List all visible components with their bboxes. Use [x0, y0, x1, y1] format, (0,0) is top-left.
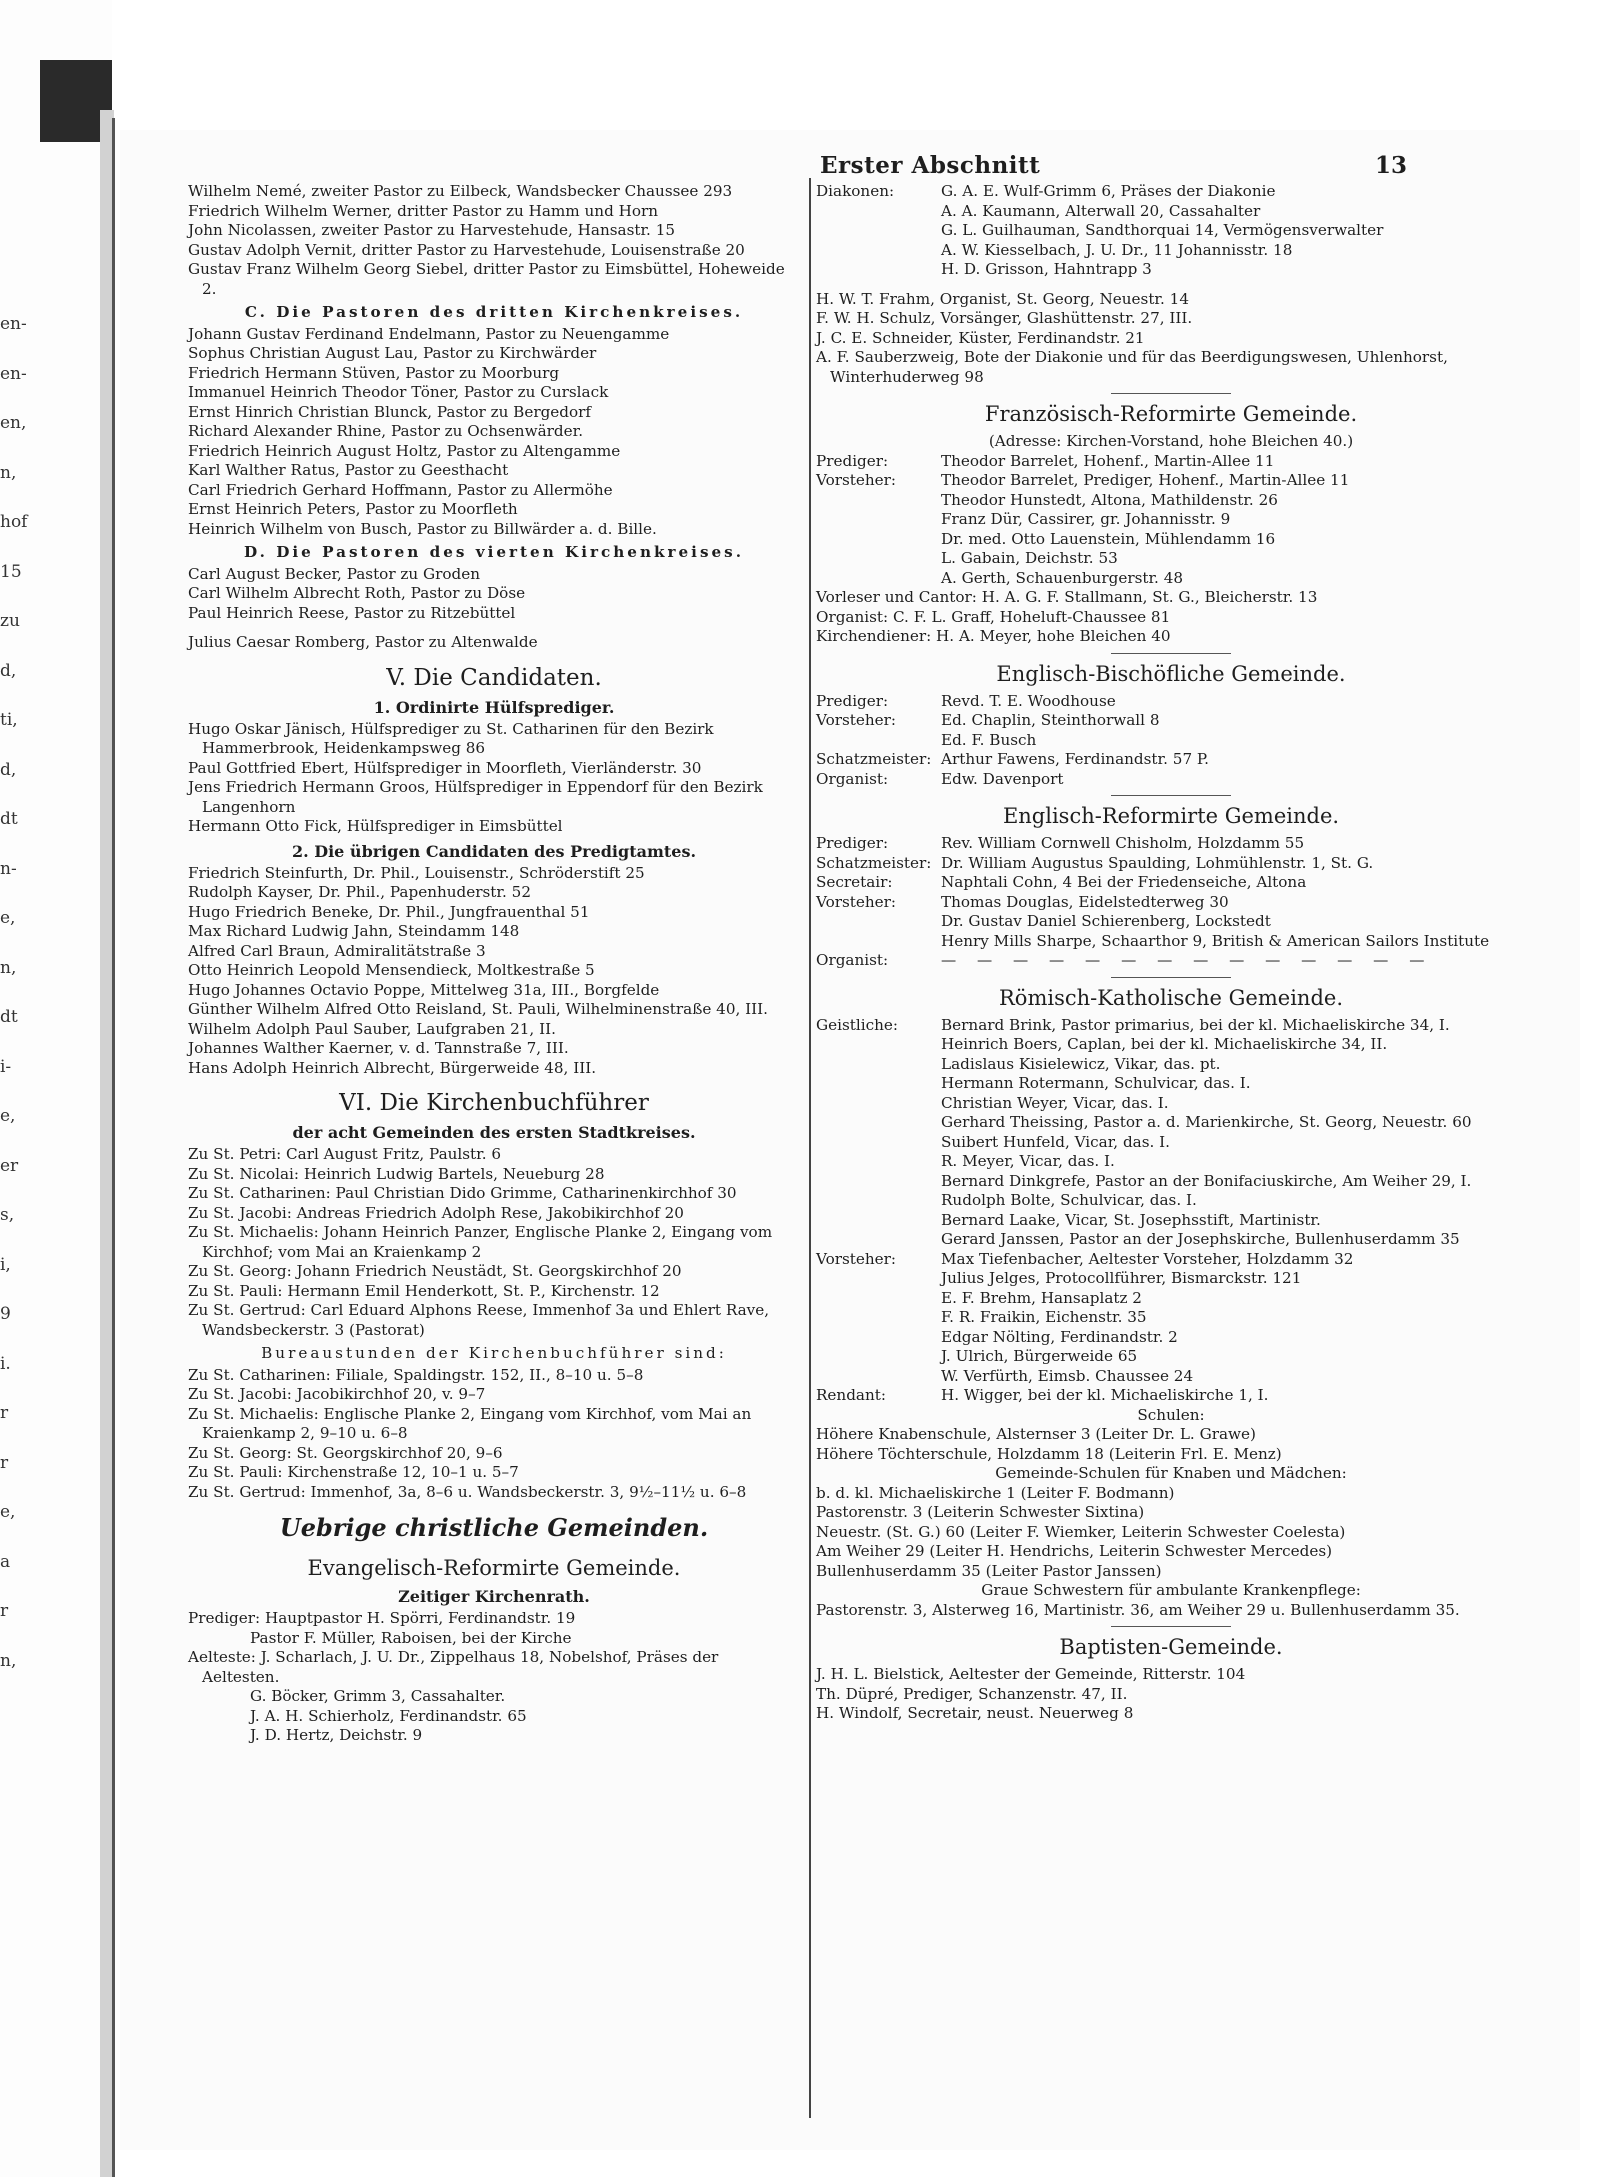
entry: Friedrich Steinfurth, Dr. Phil., Louisenstr., Schröderstift 25: [188, 863, 645, 882]
section-heading: 2. Die übrigen Candidaten des Predigtamtes.: [291, 841, 697, 861]
entry-value: H. Wigger, bei der kl. Michaeliskirche 1, I.: [941, 1386, 1269, 1404]
edge-fragment: 9: [0, 1304, 11, 1324]
entry-row: [816, 260, 1526, 280]
edge-fragment: ti,: [0, 710, 18, 730]
entry: Zu St. Catharinen: Filiale, Spaldingstr. 152, II., 8–10 u. 5–8: [188, 1365, 644, 1384]
gutter-line: [112, 118, 115, 2177]
edge-fragment: d,: [0, 759, 17, 780]
entry-value: Bernard Dinkgrefe, Pastor an der Bonifaciuskirche, Am Weiher 29, I.: [941, 1171, 1472, 1190]
entry-value: R. Meyer, Vicar, das. I.: [941, 1152, 1115, 1170]
entry-label: Vorsteher:: [816, 1249, 897, 1268]
entry: Max Richard Ludwig Jahn, Steindamm 148: [188, 922, 520, 940]
entry-label: [816, 1055, 941, 1075]
entry-value: Edgar Nölting, Ferdinandstr. 2: [941, 1327, 1178, 1346]
entry-label: Prediger:: [816, 834, 889, 852]
entry-value: — — — — — — — — — — — — — —: [941, 951, 1433, 969]
entry-value: Thomas Douglas, Eidelstedterweg 30: [941, 892, 1229, 911]
entry: Zu St. Nicolai: Heinrich Ludwig Bartels, Neueburg 28: [188, 1164, 605, 1183]
entry-row: [816, 1347, 1526, 1367]
entry: b. d. kl. Michaeliskirche 1 (Leiter F. Bodmann): [816, 1483, 1175, 1502]
edge-fragment: en-: [0, 363, 27, 384]
edge-fragment: 15: [0, 561, 22, 582]
entry-value: Theodor Barrelet, Prediger, Hohenf., Martin-Allee 11: [941, 471, 1350, 489]
entry: Friedrich Heinrich August Holtz, Pastor zu Altengamme: [188, 441, 621, 460]
entry: Gustav Adolph Vernit, dritter Pastor zu Harvestehude, Louisenstraße 20: [188, 240, 745, 259]
edge-fragment: e,: [0, 1106, 16, 1126]
section-heading: D. Die Pastoren des vierten Kirchenkreises.: [244, 543, 744, 561]
spacer: [188, 623, 800, 633]
entry-row: [816, 530, 1526, 550]
entry-value: Ed. F. Busch: [941, 730, 1037, 749]
entry-row: [816, 1016, 1526, 1036]
entry-value: Dr. William Augustus Spaulding, Lohmühlenstr. 1, St. G.: [941, 853, 1374, 872]
section-heading: Uebrige christliche Gemeinden.: [279, 1513, 709, 1542]
entry: Jens Friedrich Hermann Groos, Hülfsprediger in Eppendorf für den Bezirk Langenhorn: [188, 778, 763, 816]
entry-value: Naphtali Cohn, 4 Bei der Friedenseiche, Altona: [941, 873, 1307, 891]
entry: Zu St. Gertrud: Carl Eduard Alphons Reese, Immenhof 3a und Ehlert Rave, Wandsbeckerstr. 3 (Pastorat): [188, 1301, 770, 1339]
entry-row: [816, 452, 1526, 472]
entry-row: [816, 1074, 1526, 1094]
entry-label: [816, 510, 941, 530]
entry-row: [816, 1308, 1526, 1328]
entry-row: [816, 241, 1526, 261]
edge-fragment: e,: [0, 1502, 16, 1522]
entry-label: [816, 569, 941, 589]
section-heading: der acht Gemeinden des ersten Stadtkreises.: [292, 1123, 696, 1142]
entry-label: Diakonen:: [816, 182, 895, 200]
entry-row: [816, 569, 1526, 589]
entry-label: [816, 1094, 941, 1114]
entry: H. Windolf, Secretair, neust. Neuerweg 8: [816, 1704, 1134, 1722]
entry-row: [816, 221, 1526, 241]
entry: Zu St. Gertrud: Immenhof, 3a, 8–6 u. Wandsbeckerstr. 3, 9½–11½ u. 6–8: [188, 1482, 747, 1501]
entry: Otto Heinrich Leopold Mensendieck, Moltkestraße 5: [188, 961, 595, 979]
entry-value: A. A. Kaumann, Alterwall 20, Cassahalter: [941, 201, 1261, 220]
entry: Hermann Otto Fick, Hülfsprediger in Eimsbüttel: [188, 817, 563, 835]
edge-fragment: zu: [0, 611, 20, 631]
section-heading: Römisch-Katholische Gemeinde.: [999, 985, 1343, 1010]
entry: Pastorenstr. 3, Alsterweg 16, Martinistr. 36, am Weiher 29 u. Bullenhuserdamm 35.: [816, 1600, 1460, 1619]
entry-value: Rev. William Cornwell Chisholm, Holzdamm 55: [941, 834, 1305, 852]
entry-row: [816, 202, 1526, 222]
entry-label: Prediger:: [816, 691, 889, 710]
entry-label: [816, 1211, 941, 1231]
entry-row: [816, 1269, 1526, 1289]
edge-fragment: n-: [0, 858, 17, 879]
entry: Zu St. Pauli: Hermann Emil Henderkott, St. P., Kirchenstr. 12: [188, 1281, 660, 1300]
entry: Johann Gustav Ferdinand Endelmann, Pastor zu Neuengamme: [188, 324, 670, 343]
entry-value: Hermann Rotermann, Schulvicar, das. I.: [941, 1074, 1251, 1092]
spacer: [816, 280, 1526, 290]
entry-value: Dr. Gustav Daniel Schierenberg, Lockstedt: [941, 912, 1271, 930]
section-heading: Evangelisch-Reformirte Gemeinde.: [307, 1556, 681, 1580]
entry: Neuestr. (St. G.) 60 (Leiter F. Wiemker, Leiterin Schwester Coelesta): [816, 1522, 1346, 1541]
edge-fragment: r: [0, 1452, 9, 1473]
entry: Am Weiher 29 (Leiter H. Hendrichs, Leiterin Schwester Mercedes): [816, 1542, 1333, 1560]
section-heading: Französisch-Reformirte Gemeinde.: [984, 402, 1358, 426]
entry-label: [816, 202, 941, 222]
right-column: [816, 182, 1526, 1724]
entry: Vorleser und Cantor: H. A. G. F. Stallmann, St. G., Bleicherstr. 13: [816, 588, 1318, 606]
entry: Karl Walther Ratus, Pastor zu Geesthacht: [188, 461, 509, 479]
entry-row: [816, 1328, 1526, 1348]
document-page: [120, 130, 1580, 2150]
entry-value: Bernard Brink, Pastor primarius, bei der kl. Michaeliskirche 34, I.: [941, 1015, 1450, 1034]
entry: Aelteste: J. Scharlach, J. U. Dr., Zippelhaus 18, Nobelshof, Präses der Aeltesten.: [188, 1648, 719, 1686]
section-rule: [1111, 653, 1231, 654]
edge-fragment: hof: [0, 512, 28, 532]
entry-label: Schatzmeister:: [816, 853, 932, 872]
entry: Hans Adolph Heinrich Albrecht, Bürgerweide 48, III.: [188, 1058, 597, 1077]
entry-label: [816, 1367, 941, 1387]
entry-row: [816, 932, 1526, 952]
entry-value: Suibert Hunfeld, Vicar, das. I.: [941, 1132, 1171, 1151]
entry: Carl August Becker, Pastor zu Groden: [188, 564, 481, 583]
entry-value: L. Gabain, Deichstr. 53: [941, 549, 1118, 567]
entry-label: [816, 1269, 941, 1289]
previous-page-edge-text: [0, 300, 30, 1686]
entry-label: [816, 549, 941, 569]
entry: John Nicolassen, zweiter Pastor zu Harvestehude, Hansastr. 15: [188, 221, 676, 239]
entry-label: [816, 530, 941, 550]
edge-fragment: i.: [0, 1353, 11, 1374]
entry-row: [816, 1386, 1526, 1406]
entry: A. F. Sauberzweig, Bote der Diakonie und für das Beerdigungswesen, Uhlenhorst, Winterhuderweg 98: [816, 348, 1448, 386]
entry-row: [816, 834, 1526, 854]
entry-label: Organist:: [816, 951, 889, 969]
entry-label: Vorsteher:: [816, 711, 897, 729]
entry: Zu St. Jacobi: Andreas Friedrich Adolph Rese, Jakobikirchhof 20: [188, 1203, 684, 1222]
entry-value: Gerhard Theissing, Pastor a. d. Marienkirche, St. Georg, Neuestr. 60: [941, 1113, 1472, 1131]
entry-row: [816, 951, 1526, 971]
entry: Zu St. Catharinen: Paul Christian Dido Grimme, Catharinenkirchhof 30: [188, 1184, 737, 1202]
entry: Zu St. Georg: St. Georgskirchhof 20, 9–6: [188, 1443, 503, 1462]
edge-fragment: e,: [0, 908, 16, 928]
entry-label: Vorsteher:: [816, 471, 897, 489]
entry: Zu St. Pauli: Kirchenstraße 12, 10–1 u. 5–7: [188, 1463, 519, 1481]
entry-row: [816, 182, 1526, 202]
entry-value: F. R. Fraikin, Eichenstr. 35: [941, 1308, 1147, 1326]
entry: F. W. H. Schulz, Vorsänger, Glashüttenstr. 27, III.: [816, 309, 1193, 327]
entry-value: Dr. med. Otto Lauenstein, Mühlendamm 16: [941, 529, 1276, 548]
centered-note: Schulen:: [1137, 1405, 1205, 1424]
entry-row: [816, 1367, 1526, 1387]
entry-label: [816, 1191, 941, 1211]
entry: Gustav Franz Wilhelm Georg Siebel, dritter Pastor zu Eimsbüttel, Hoheweide 2.: [188, 260, 785, 298]
entry-label: Rendant:: [816, 1386, 886, 1404]
entry-row: [816, 912, 1526, 932]
entry-value: Henry Mills Sharpe, Schaarthor 9, British & American Sailors Institute: [941, 931, 1490, 950]
entry-row: [816, 750, 1526, 770]
entry-row: [816, 873, 1526, 893]
entry-value: Edw. Davenport: [941, 769, 1064, 788]
entry-value: J. Ulrich, Bürgerweide 65: [941, 1347, 1138, 1365]
entry-row: [816, 854, 1526, 874]
entry-label: Prediger:: [816, 451, 889, 470]
entry-label: [816, 932, 941, 952]
entry-value: Ladislaus Kisielewicz, Vikar, das. pt.: [941, 1054, 1221, 1073]
entry-label: Vorsteher:: [816, 892, 897, 911]
entry: Paul Heinrich Reese, Pastor zu Ritzebüttel: [188, 603, 516, 622]
entry: G. Böcker, Grimm 3, Cassahalter.: [250, 1687, 506, 1705]
entry-row: [816, 711, 1526, 731]
section-heading: 1. Ordinirte Hülfsprediger.: [373, 697, 615, 717]
edge-fragment: en-: [0, 314, 27, 334]
entry: Höhere Knabenschule, Alsternser 3 (Leiter Dr. L. Grawe): [816, 1425, 1256, 1443]
entry: Pastor F. Müller, Raboisen, bei der Kirche: [250, 1628, 572, 1647]
entry-value: Franz Dür, Cassirer, gr. Johannisstr. 9: [941, 510, 1231, 528]
entry: Bullenhuserdamm 35 (Leiter Pastor Janssen): [816, 1561, 1162, 1580]
entry-row: [816, 692, 1526, 712]
entry-label: Organist:: [816, 769, 889, 788]
entry-row: [816, 1211, 1526, 1231]
entry-label: Geistliche:: [816, 1015, 898, 1034]
centered-note: (Adresse: Kirchen-Vorstand, hohe Bleichen 40.): [988, 432, 1354, 450]
entry-label: [816, 1172, 941, 1192]
edge-fragment: i,: [0, 1254, 11, 1275]
entry-value: G. L. Guilhauman, Sandthorquai 14, Vermögensverwalter: [941, 221, 1384, 239]
entry-value: W. Verfürth, Eimsb. Chaussee 24: [941, 1366, 1194, 1385]
entry-value: Ed. Chaplin, Steinthorwall 8: [941, 711, 1160, 729]
section-rule: [1111, 1626, 1231, 1627]
entry-value: Theodor Barrelet, Hohenf., Martin-Allee 11: [941, 451, 1275, 470]
column-divider: [809, 178, 811, 2118]
left-column: [188, 182, 800, 1746]
entry-row: [816, 893, 1526, 913]
edge-fragment: er: [0, 1155, 19, 1176]
edge-fragment: r: [0, 1403, 9, 1423]
entry-value: Rudolph Bolte, Schulvicar, das. I.: [941, 1191, 1197, 1209]
entry-row: [816, 471, 1526, 491]
entry: Th. Düpré, Prediger, Schanzenstr. 47, II.: [816, 1684, 1128, 1703]
section-heading: Bureaustunden der Kirchenbuchführer sind:: [261, 1344, 727, 1362]
entry-value: A. Gerth, Schauenburgerstr. 48: [941, 568, 1184, 587]
entry-row: [816, 1250, 1526, 1270]
entry-row: [816, 1172, 1526, 1192]
entry-value: Revd. T. E. Woodhouse: [941, 691, 1116, 710]
entry-label: [816, 241, 941, 261]
entry: Organist: C. F. L. Graff, Hoheluft-Chaussee 81: [816, 607, 1171, 626]
entry-label: [816, 221, 941, 241]
entry: Kirchendiener: H. A. Meyer, hohe Bleichen 40: [816, 627, 1171, 645]
entry-value: Arthur Fawens, Ferdinandstr. 57 P.: [941, 750, 1209, 768]
entry-row: [816, 1133, 1526, 1153]
edge-fragment: n,: [0, 462, 17, 483]
entry-row: [816, 1055, 1526, 1075]
edge-fragment: s,: [0, 1205, 15, 1225]
section-rule: [1111, 393, 1231, 394]
entry: Alfred Carl Braun, Admiralitätstraße 3: [188, 941, 486, 960]
entry: Prediger: Hauptpastor H. Spörri, Ferdinandstr. 19: [188, 1609, 576, 1627]
entry: Heinrich Wilhelm von Busch, Pastor zu Billwärder a. d. Bille.: [188, 519, 657, 538]
running-head: Erster Abschnitt: [820, 152, 1041, 179]
edge-fragment: r: [0, 1601, 9, 1621]
entry: Hugo Oskar Jänisch, Hülfsprediger zu St. Catharinen für den Bezirk Hammerbrook, Heidenkampsweg 86: [188, 719, 714, 757]
centered-note: Gemeinde-Schulen für Knaben und Mädchen:: [995, 1464, 1347, 1482]
entry-row: [816, 1230, 1526, 1250]
entry-label: [816, 260, 941, 280]
section-heading: V. Die Candidaten.: [386, 664, 602, 691]
entry-row: [816, 491, 1526, 511]
entry-label: [816, 1328, 941, 1348]
section-heading: Baptisten-Gemeinde.: [1059, 1635, 1283, 1659]
entry: Paul Gottfried Ebert, Hülfsprediger in Moorfleth, Vierländerstr. 30: [188, 758, 702, 777]
entry-label: [816, 1074, 941, 1094]
entry-label: [816, 1230, 941, 1250]
edge-fragment: i-: [0, 1056, 12, 1077]
entry-value: H. D. Grisson, Hahntrapp 3: [941, 260, 1152, 278]
entry-row: [816, 510, 1526, 530]
entry-value: Gerard Janssen, Pastor an der Josephskirche, Bullenhuserdamm 35: [941, 1230, 1460, 1248]
entry: Sophus Christian August Lau, Pastor zu Kirchwärder: [188, 344, 597, 362]
entry: Günther Wilhelm Alfred Otto Reisland, St. Pauli, Wilhelminenstraße 40, III.: [188, 1000, 768, 1018]
entry: Zu St. Georg: Johann Friedrich Neustädt, St. Georgskirchhof 20: [188, 1262, 682, 1280]
entry: Richard Alexander Rhine, Pastor zu Ochsenwärder.: [188, 422, 584, 440]
edge-fragment: dt: [0, 1007, 18, 1027]
entry-row: [816, 1191, 1526, 1211]
entry-row: [816, 1035, 1526, 1055]
section-heading: Englisch-Reformirte Gemeinde.: [1002, 804, 1340, 828]
entry-label: [816, 1289, 941, 1309]
entry: Carl Wilhelm Albrecht Roth, Pastor zu Döse: [188, 584, 526, 602]
entry-value: G. A. E. Wulf-Grimm 6, Präses der Diakonie: [941, 182, 1276, 200]
entry: Hugo Friedrich Beneke, Dr. Phil., Jungfrauenthal 51: [188, 902, 590, 921]
section-heading: C. Die Pastoren des dritten Kirchenkreises.: [244, 303, 744, 321]
edge-fragment: n,: [0, 957, 17, 978]
entry-label: Secretair:: [816, 873, 893, 891]
centered-note: Graue Schwestern für ambulante Krankenpflege:: [981, 1581, 1361, 1599]
entry-value: A. W. Kiesselbach, J. U. Dr., 11 Johannisstr. 18: [941, 240, 1293, 259]
entry-value: Christian Weyer, Vicar, das. I.: [941, 1093, 1169, 1112]
entry-row: [816, 1289, 1526, 1309]
edge-fragment: en,: [0, 413, 27, 433]
entry-label: Schatzmeister:: [816, 750, 932, 768]
entry-row: [816, 770, 1526, 790]
entry: Friedrich Wilhelm Werner, dritter Pastor zu Hamm und Horn: [188, 201, 659, 220]
entry: Carl Friedrich Gerhard Hoffmann, Pastor zu Allermöhe: [188, 480, 613, 499]
entry: Wilhelm Nemé, zweiter Pastor zu Eilbeck, Wandsbecker Chaussee 293: [188, 182, 733, 200]
entry-row: [816, 549, 1526, 569]
edge-fragment: n,: [0, 1650, 17, 1671]
entry-value: Bernard Laake, Vicar, St. Josephsstift, Martinistr.: [941, 1210, 1321, 1229]
entry-row: [816, 1152, 1526, 1172]
entry-label: [816, 1308, 941, 1328]
entry: Rudolph Kayser, Dr. Phil., Papenhuderstr. 52: [188, 883, 531, 901]
entry: Zu St. Michaelis: Johann Heinrich Panzer, Englische Planke 2, Eingang vom Kirchhof; vom Mai an Kraienkamp 2: [188, 1223, 773, 1261]
entry-row: [816, 1094, 1526, 1114]
entry-label: [816, 1113, 941, 1133]
entry-row: [816, 731, 1526, 751]
entry: J. D. Hertz, Deichstr. 9: [250, 1726, 423, 1744]
entry-label: [816, 1347, 941, 1367]
edge-fragment: d,: [0, 660, 17, 681]
section-heading: Zeitiger Kirchenrath.: [398, 1587, 590, 1606]
entry: J. C. E. Schneider, Küster, Ferdinandstr. 21: [816, 328, 1145, 347]
section-rule: [1111, 977, 1231, 978]
entry: Ernst Heinrich Peters, Pastor zu Moorfleth: [188, 500, 518, 518]
entry: Wilhelm Adolph Paul Sauber, Laufgraben 21, II.: [188, 1019, 556, 1038]
section-rule: [1111, 795, 1231, 796]
edge-fragment: dt: [0, 809, 18, 829]
entry: J. A. H. Schierholz, Ferdinandstr. 65: [250, 1706, 527, 1725]
entry: H. W. T. Frahm, Organist, St. Georg, Neuestr. 14: [816, 289, 1190, 308]
entry: Ernst Hinrich Christian Blunck, Pastor zu Bergedorf: [188, 402, 592, 421]
page-number: 13: [1375, 152, 1408, 179]
entry-value: Max Tiefenbacher, Aeltester Vorsteher, Holzdamm 32: [941, 1249, 1354, 1268]
entry-value: Theodor Hunstedt, Altona, Mathildenstr. 26: [941, 490, 1278, 509]
entry-value: E. F. Brehm, Hansaplatz 2: [941, 1288, 1142, 1307]
entry-value: Julius Jelges, Protocollführer, Bismarckstr. 121: [941, 1269, 1302, 1287]
entry: Hugo Johannes Octavio Poppe, Mittelweg 31a, III., Borgfelde: [188, 980, 660, 999]
entry-label: [816, 912, 941, 932]
entry: Friedrich Hermann Stüven, Pastor zu Moorburg: [188, 363, 560, 382]
entry: Julius Caesar Romberg, Pastor zu Altenwalde: [188, 633, 538, 651]
entry: Pastorenstr. 3 (Leiterin Schwester Sixtina): [816, 1503, 1145, 1521]
section-heading: VI. Die Kirchenbuchführer: [339, 1090, 649, 1116]
entry-label: [816, 731, 941, 751]
section-heading: Englisch-Bischöfliche Gemeinde.: [996, 661, 1346, 686]
entry: J. H. L. Bielstick, Aeltester der Gemeinde, Ritterstr. 104: [816, 1665, 1246, 1683]
edge-fragment: a: [0, 1551, 11, 1572]
entry-value: Heinrich Boers, Caplan, bei der kl. Michaeliskirche 34, II.: [941, 1035, 1388, 1053]
entry-label: [816, 1152, 941, 1172]
entry: Zu St. Petri: Carl August Fritz, Paulstr. 6: [188, 1145, 502, 1163]
entry-label: [816, 1133, 941, 1153]
entry-label: [816, 491, 941, 511]
entry: Zu St. Michaelis: Englische Planke 2, Eingang vom Kirchhof, vom Mai an Kraienkamp 2, 9–10 u. 6–8: [188, 1404, 752, 1442]
entry: Zu St. Jacobi: Jacobikirchhof 20, v. 9–7: [188, 1385, 486, 1403]
entry-label: [816, 1035, 941, 1055]
entry: Höhere Töchterschule, Holzdamm 18 (Leiterin Frl. E. Menz): [816, 1444, 1282, 1463]
entry: Immanuel Heinrich Theodor Töner, Pastor zu Curslack: [188, 383, 609, 401]
entry: Johannes Walther Kaerner, v. d. Tannstraße 7, III.: [188, 1039, 569, 1057]
entry-row: [816, 1113, 1526, 1133]
